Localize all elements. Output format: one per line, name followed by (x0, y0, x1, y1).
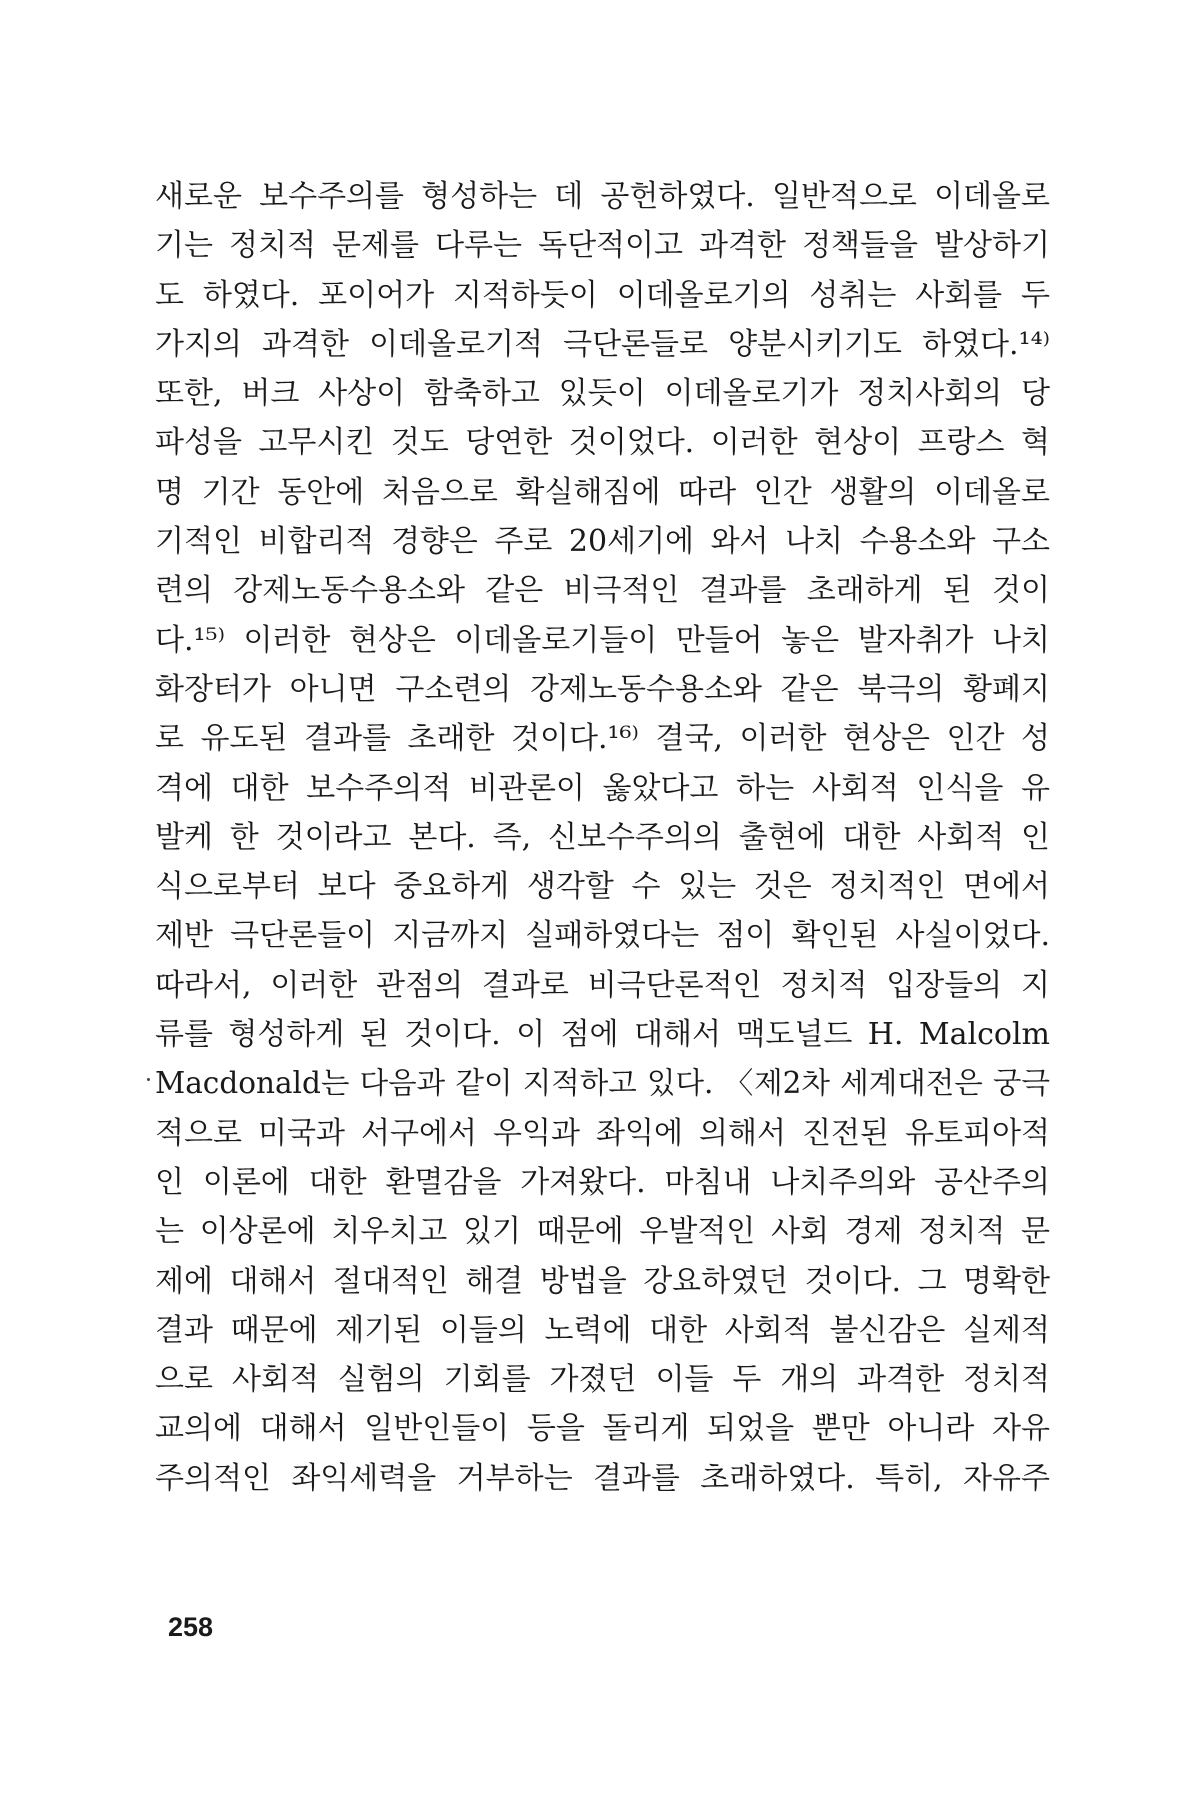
text-line: 파성을 고무시킨 것도 당연한 것이었다. 이러한 현상이 프랑스 혁 (155, 425, 1050, 461)
text-line: 발케 한 것이라고 본다. 즉, 신보수주의의 출현에 대한 사회적 인 (155, 819, 1050, 855)
text-line: 교의에 대해서 일반인들이 등을 돌리게 되었을 뿐만 아니라 자유 (155, 1411, 1050, 1447)
text-line: 류를 형성하게 된 것이다. 이 점에 대해서 맥도널드 H. Malcolm (155, 1017, 1050, 1053)
text-line: 따라서, 이러한 관점의 결과로 비극단론적인 정치적 입장들의 지 (155, 967, 1050, 1003)
text-line: 또한, 버크 사상이 함축하고 있듯이 이데올로기가 정치사회의 당 (155, 376, 1050, 412)
page-number: 258 (168, 1612, 214, 1642)
text-line: 결과 때문에 제기된 이들의 노력에 대한 사회적 불신감은 실제적 (155, 1312, 1050, 1348)
text-line: 가지의 과격한 이데올로기적 극단론들로 양분시키기도 하였다.¹⁴⁾ (155, 326, 1050, 362)
text-line: 기는 정치적 문제를 다루는 독단적이고 과격한 정책들을 발상하기 (155, 228, 1050, 264)
text-line: 인 이론에 대한 환멸감을 가져왔다. 마침내 나치주의와 공산주의 (155, 1164, 1050, 1200)
text-line: 명 기간 동안에 처음으로 확실해짐에 따라 인간 생활의 이데올로 (155, 474, 1050, 510)
text-line: 는 이상론에 치우치고 있기 때문에 우발적인 사회 경제 정치적 문 (155, 1214, 1050, 1250)
text-line: 화장터가 아니면 구소련의 강제노동수용소와 같은 북극의 황폐지 (155, 671, 1050, 707)
text-line: 로 유도된 결과를 초래한 것이다.¹⁶⁾ 결국, 이러한 현상은 인간 성 (155, 721, 1050, 757)
text-line: 적으로 미국과 서구에서 우익과 좌익에 의해서 진전된 유토피아적 (155, 1115, 1050, 1151)
text-line: 주의적인 좌익세력을 거부하는 결과를 초래하였다. 특히, 자유주 (155, 1460, 1050, 1496)
text-line: 격에 대한 보수주의적 비관론이 옳았다고 하는 사회적 인식을 유 (155, 770, 1050, 806)
text-line: 제에 대해서 절대적인 해결 방법을 강요하였던 것이다. 그 명확한 (155, 1263, 1050, 1299)
text-line: 련의 강제노동수용소와 같은 비극적인 결과를 초래하게 된 것이 (155, 573, 1050, 609)
text-line: 식으로부터 보다 중요하게 생각할 수 있는 것은 정치적인 면에서 (155, 869, 1050, 905)
text-line: Macdonald는 다음과 같이 지적하고 있다. 〈제2차 세계대전은 궁극 (155, 1066, 1050, 1101)
text-line: 제반 극단론들이 지금까지 실패하였다는 점이 확인된 사실이었다. (155, 918, 1050, 954)
scan-speck (147, 1078, 150, 1081)
text-line: 기적인 비합리적 경향은 주로 20세기에 와서 나치 수용소와 구소 (155, 524, 1050, 560)
text-line: 으로 사회적 실험의 기회를 가졌던 이들 두 개의 과격한 정치적 (155, 1362, 1050, 1398)
text-line: 다.¹⁵⁾ 이러한 현상은 이데올로기들이 만들어 놓은 발자취가 나치 (155, 622, 1050, 658)
body-text (155, 172, 1050, 1503)
text-line: 새로운 보수주의를 형성하는 데 공헌하였다. 일반적으로 이데올로 (155, 179, 1050, 214)
text-line: 도 하였다. 포이어가 지적하듯이 이데올로기의 성취는 사회를 두 (155, 277, 1050, 313)
